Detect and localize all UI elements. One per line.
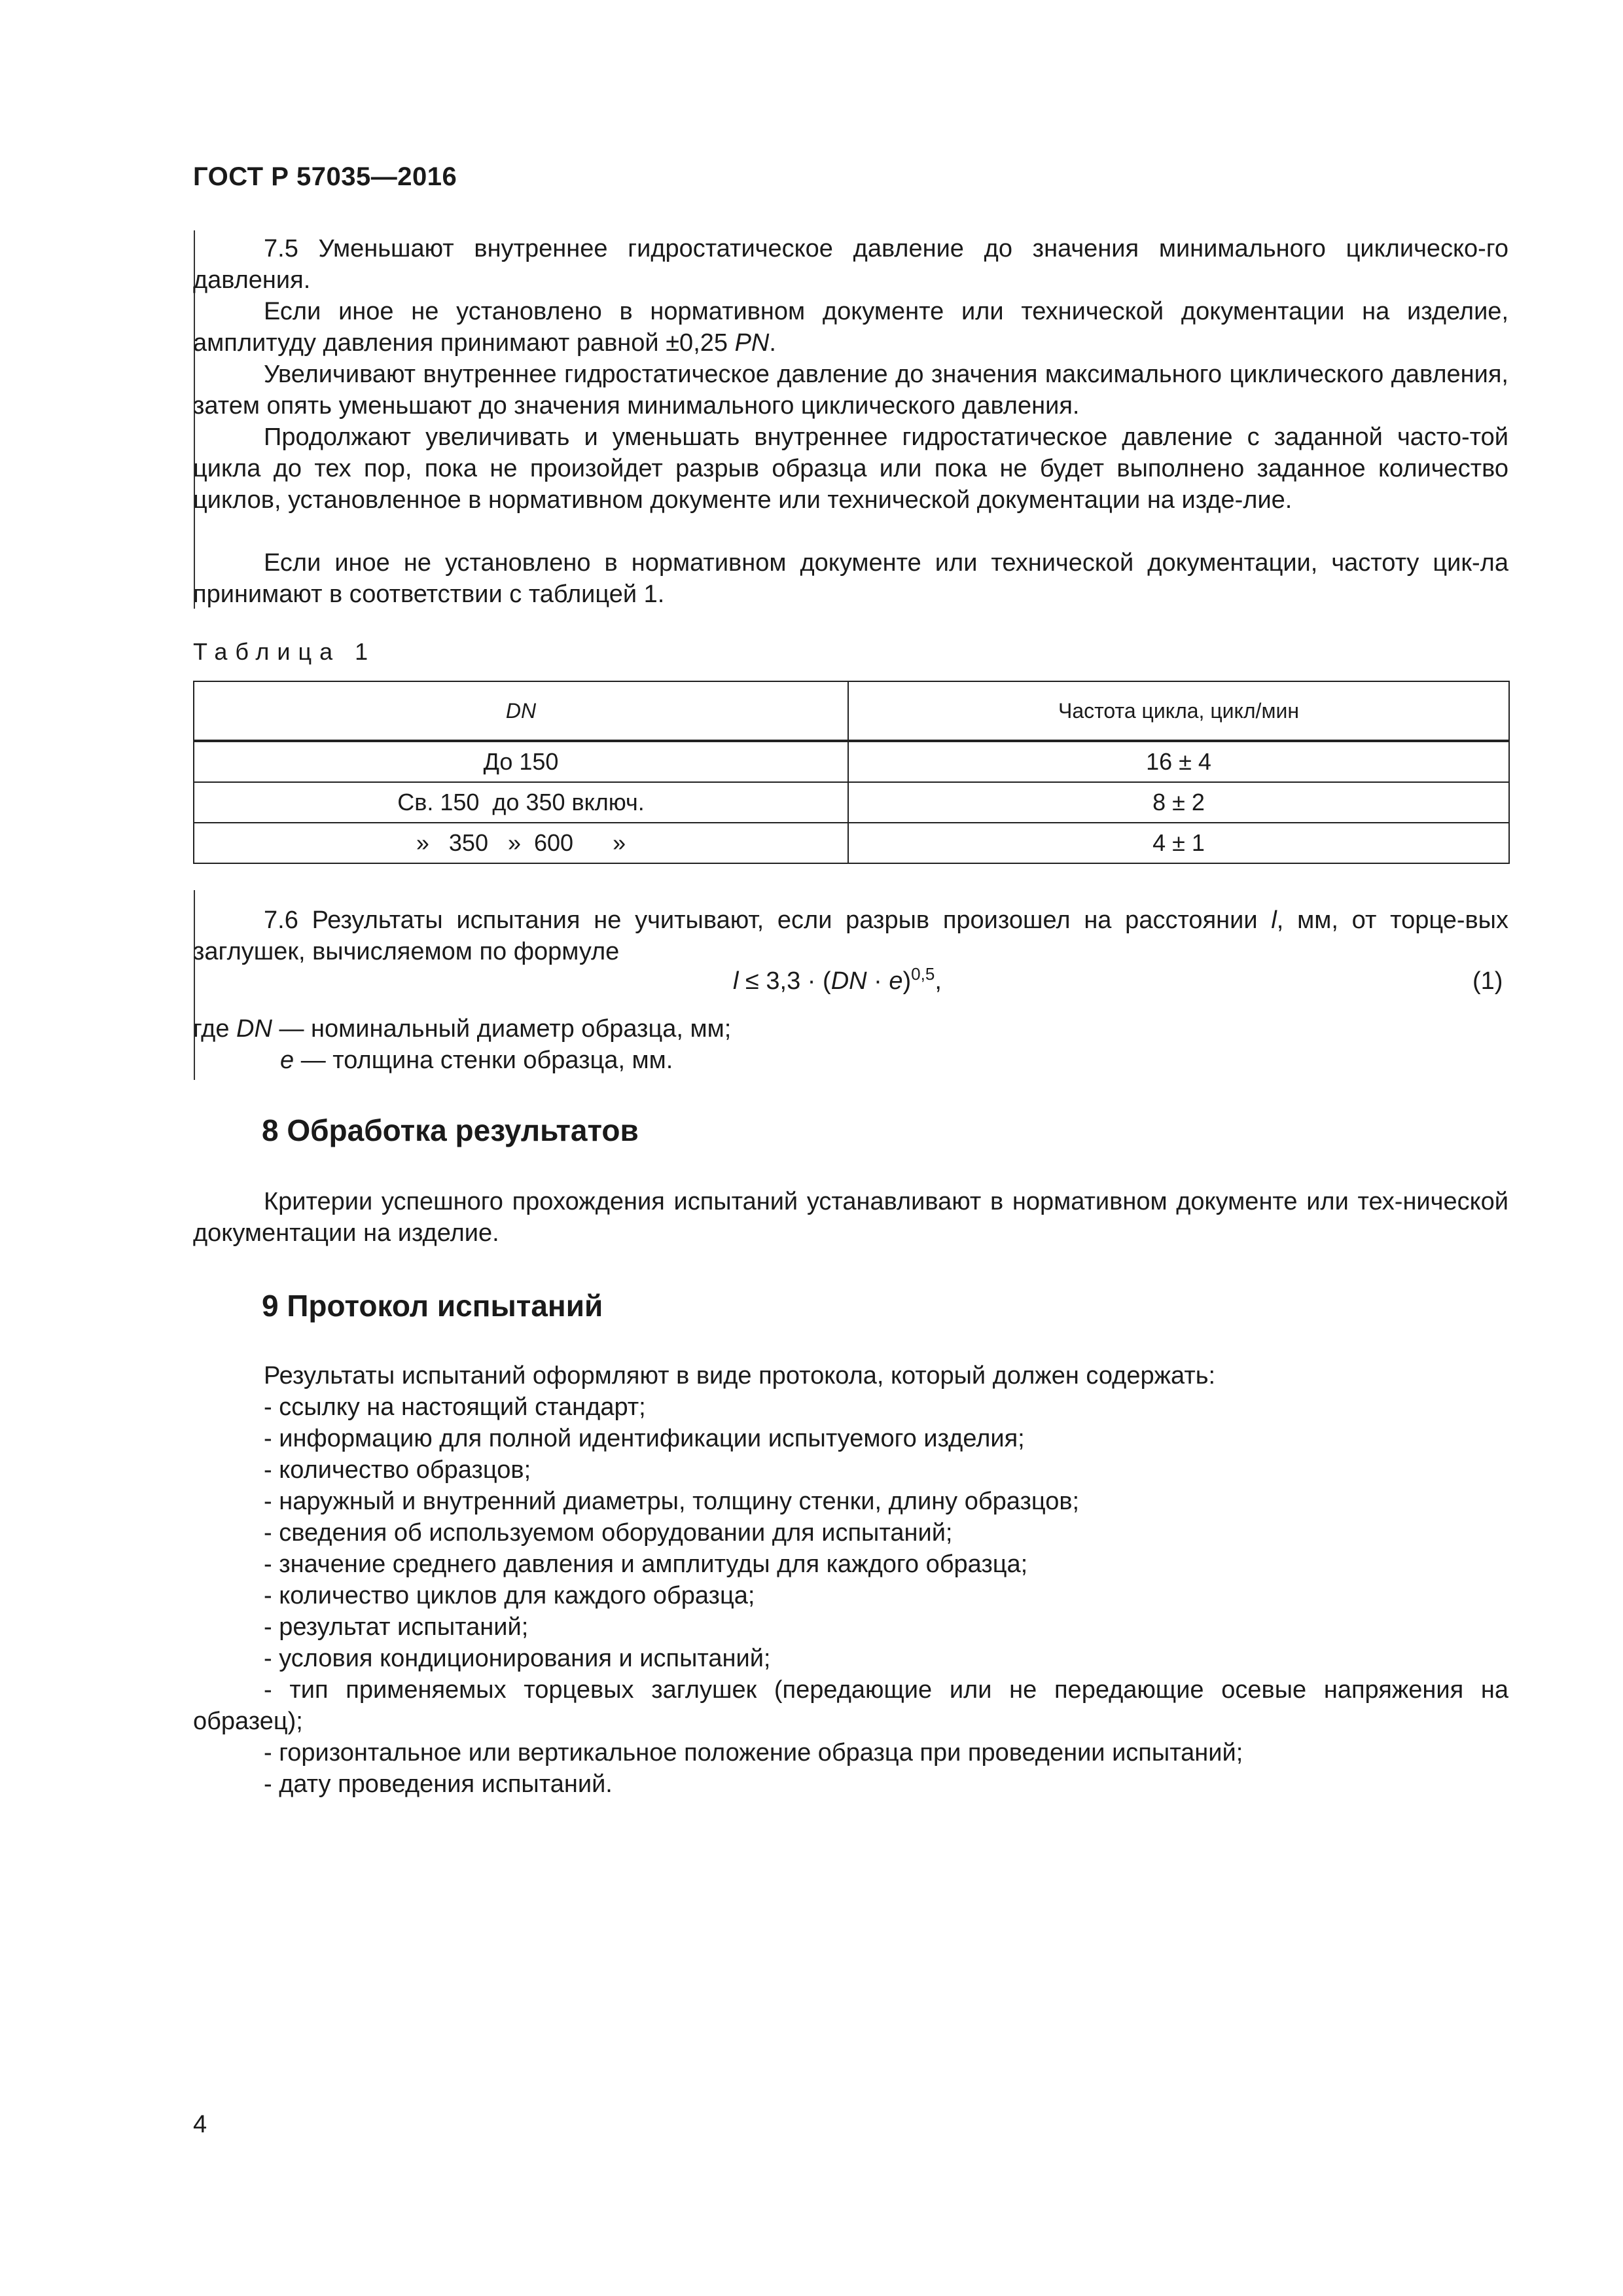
formula-1: l ≤ 3,3 · (DN · e)$^{0,5}$, — [733, 964, 942, 995]
list-item: - наружный и внутренний диаметры, толщину стенки, длину образцов; — [264, 1488, 1080, 1515]
section-9-heading: 9 Протокол испытаний — [262, 1289, 603, 1323]
table-cell: 4 ± 1 — [848, 823, 1509, 863]
table-cell: Св. 150 до 350 включ. — [194, 782, 848, 823]
cycle-frequency-table — [193, 681, 1510, 864]
where-dn: где DN — номинальный диаметр образца, мм; — [193, 1015, 732, 1043]
table-row — [194, 741, 1509, 782]
table-cell: 16 ± 4 — [848, 741, 1509, 782]
paragraph-7-6: 7.6 Результаты испытания не учитывают, если разрыв произошел на расстоянии l, мм, от торце-вых заглушек, вычисляемом по формуле — [193, 906, 1508, 965]
formula-number: (1) — [1472, 967, 1503, 995]
paragraph-7-5-5: Если иное не установлено в нормативном документе или технической документации, частоту цик-ла принимают в соответствии с таблицей 1. — [193, 549, 1508, 608]
page-number: 4 — [193, 2111, 207, 2138]
table-row — [194, 823, 1509, 863]
paragraph-8: Критерии успешного прохождения испытаний устанавливают в нормативном документе или тех-нической документации на изделие. — [193, 1188, 1508, 1247]
document-header: ГОСТ Р 57035—2016 — [193, 162, 457, 191]
list-item: - значение среднего давления и амплитуды для каждого образца; — [264, 1551, 1028, 1578]
paragraph-7-5-3: Увеличивают внутреннее гидростатическое давление до значения максимального циклического давления, затем опять уменьшают до значения минимального циклического давления. — [193, 361, 1508, 420]
where-e: e — толщина стенки образца, мм. — [280, 1047, 673, 1074]
list-item: - дату проведения испытаний. — [264, 1770, 613, 1798]
list-item: - условия кондиционирования и испытаний; — [264, 1645, 771, 1672]
table-cell: До 150 — [194, 741, 848, 782]
list-item: - сведения об используемом оборудовании для испытаний; — [264, 1519, 953, 1547]
list-item: - информацию для полной идентификации испытуемого изделия; — [264, 1425, 1025, 1452]
paragraph-7-5-1: 7.5 Уменьшают внутреннее гидростатическое давление до значения минимального циклическо-го давления. — [193, 235, 1508, 294]
list-item: - результат испытаний; — [264, 1613, 529, 1641]
list-item: - количество образцов; — [264, 1456, 531, 1484]
protocol-list — [193, 1360, 1508, 1800]
paragraph-7-5-2: Если иное не установлено в нормативном документе или технической документации на изделие, амплитуду давления принимают равной ±0,25 PN. — [193, 298, 1508, 357]
section-8-heading: 8 Обработка результатов — [262, 1113, 639, 1147]
paragraph-7-5-4: Продолжают увеличивать и уменьшать внутреннее гидростатическое давление с заданной часто-той цикла до тех пор, пока не произойдет разрыв образца или пока не будет выполнено заданное количество циклов, установленное в нормативном документе или технической документации на изде-лие. — [193, 423, 1508, 514]
list-intro: Результаты испытаний оформляют в виде протокола, который должен содержать: — [264, 1362, 1216, 1390]
table-header-dn: DN — [194, 681, 848, 741]
table-row — [194, 782, 1509, 823]
list-item: - ссылку на настоящий стандарт; — [264, 1393, 646, 1421]
table-cell: 8 ± 2 — [848, 782, 1509, 823]
table-caption: Таблица 1 — [193, 638, 376, 665]
list-item: - горизонтальное или вертикальное положение образца при проведении испытаний; — [264, 1739, 1243, 1767]
table-header-frequency: Частота цикла, цикл/мин — [848, 681, 1509, 741]
list-item: - тип применяемых торцевых заглушек (передающие или не передающие осевые напряжения на образец); — [193, 1676, 1508, 1735]
list-item: - количество циклов для каждого образца; — [264, 1582, 755, 1609]
table-cell: » 350 » 600 » — [194, 823, 848, 863]
